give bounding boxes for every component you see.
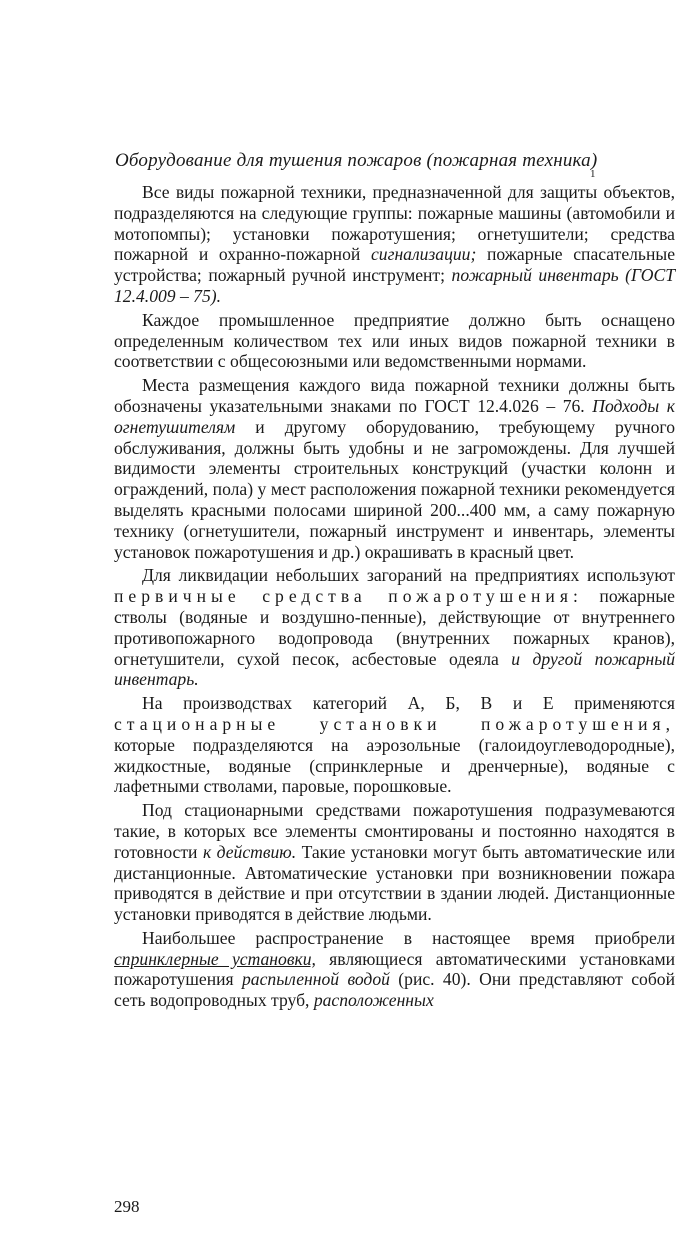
text-run: Для ликвидации небольших загораний на предприятиях используют (142, 565, 675, 586)
text-run: Наибольшее распространение в настоящее время приобрели (142, 927, 675, 948)
text-run: и другому оборудованию, требующему ручного обслуживания, должны быть удобны и не загромождены. Для лучшей видимости элементы строительных конструкций (участки колонн и ограждений, пола) у мест расположения пожарной техники рекомендуется выделять красными полосами шириной 200...400 мм, а саму пожарную технику (огнетушители, пожарный инструмент и инвентарь, элементы установок пожаротушения и др.) окрашивать в красный цвет. (114, 416, 675, 562)
paragraph (114, 800, 675, 925)
paragraph (114, 928, 675, 1011)
text-run: которые подразделяются на аэрозольные (галоидоуглеводородные), жидкостные, водяные (спринклерные и дренчерные), водяные с лафетными стволами, паровые, порошковые. (114, 734, 675, 797)
text-run: являющиеся автоматическими установками пожаротушения (114, 948, 676, 990)
text-run: Под стационарными средствами пожаротушения подразумеваются такие, в которых все элементы смонтированы и постоянно находятся в готовности (114, 800, 675, 862)
text-run: Все виды пожарной техники, предназначенной для защиты объектов, подразделяются на следующие группы: пожарные машины (автомобили и мотопомпы); установки пожаротушения; огнетушители; средства пожарной и охранно-пожарной (114, 182, 675, 265)
spaced-term: первичные средства пожаротушения: (114, 586, 583, 607)
spaced-term: стационарные установки пожаротушения, (114, 713, 675, 734)
emphasis-run: распыленной водой (242, 969, 390, 990)
emphasis-run: расположенных (313, 990, 434, 1011)
underlined-term: спринклерные установки, (114, 948, 316, 969)
text-run: пожарные спасательные устройства; пожарный ручной инструмент; (114, 244, 675, 286)
heading-mark: 1 (590, 168, 596, 180)
emphasis-run: к действию. (202, 841, 297, 862)
text-run: пожарные стволы (водяные и воздушно-пенные), действующие от внутреннего противопожарного водопровода (внутренних пожарных кранов), огнетушители, сухой песок, асбестовые одеяла (114, 586, 675, 669)
page-number: 298 (114, 1197, 140, 1216)
section-heading: Оборудование для тушения пожаров (пожарная техника) (115, 150, 598, 171)
text-run: Каждое промышленное предприятие должно быть оснащено определенным количеством тех или иных видов пожарной техники в соответствии с общесоюзными или ведомственными нормами. (114, 309, 675, 372)
paragraph (114, 565, 675, 690)
paragraph (114, 375, 675, 562)
text-run: Места размещения каждого вида пожарной техники должны быть обозначены указательными знаками по ГОСТ 12.4.026 – 76. (114, 375, 675, 416)
paragraph (114, 310, 675, 372)
paragraph (114, 182, 675, 307)
emphasis-run: сигнализации; (370, 244, 477, 265)
body-text (114, 182, 675, 1011)
text-run: На производствах категорий А, Б, В и Е применяются (142, 693, 675, 714)
emphasis-run: и другой пожарный инвентарь. (114, 648, 675, 690)
text-run: (рис. 40). Они представляют собой сеть водопроводных труб, (114, 969, 675, 1011)
paragraph (114, 693, 675, 797)
emphasis-run: пожарный инвентарь (ГОСТ 12.4.009 – 75). (114, 265, 676, 306)
emphasis-run: Подходы к огнетушителям (114, 395, 675, 437)
text-run: Такие установки могут быть автоматические или дистанционные. Автоматические установки при возникновении пожара приводятся в действие и при отсутствии в здании людей. Дистанционные установки приводятся в действие людьми. (114, 841, 676, 925)
